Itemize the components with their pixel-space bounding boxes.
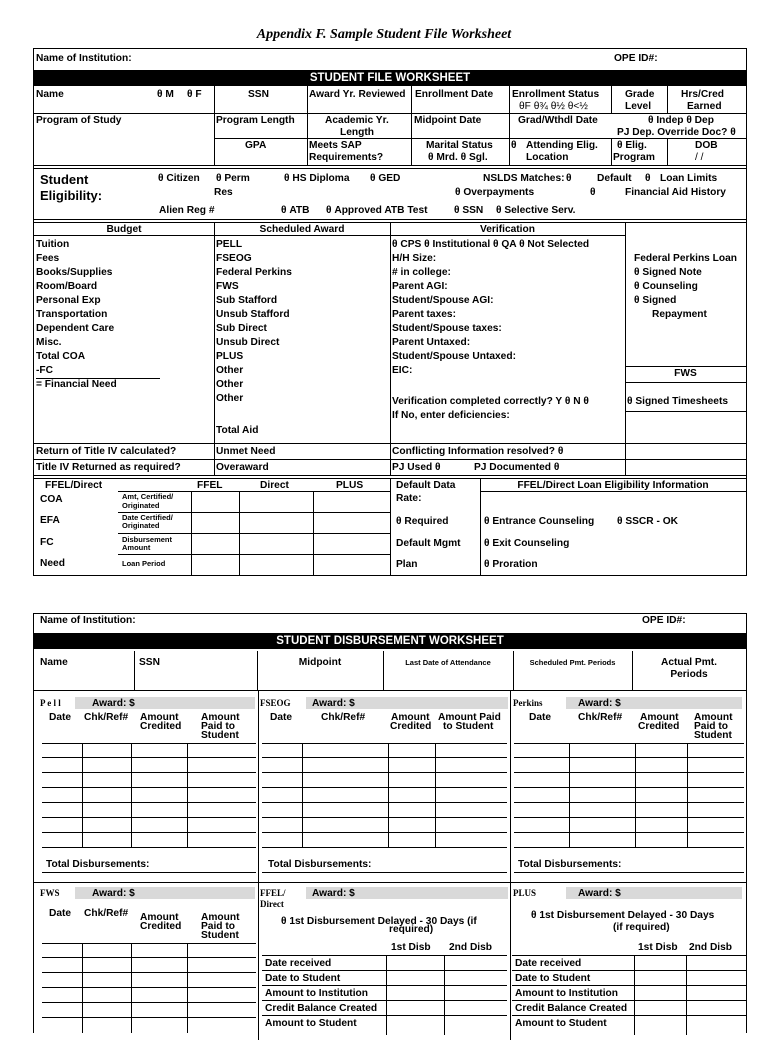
total-disbursements-label: Total Disbursements: [268, 859, 372, 870]
ffel-direct-header: FFEL/Direct [45, 480, 103, 491]
first-disb-col: 1st Disb [391, 942, 431, 953]
perkins-header: Federal Perkins Loan [633, 253, 738, 264]
verification-item: Student/Spouse AGI: [392, 295, 494, 306]
student-file-worksheet [33, 48, 747, 576]
ffel-row-label: EFA [40, 515, 60, 526]
plus-label: PLUS [513, 888, 537, 898]
required-option[interactable]: θ Required [396, 516, 449, 527]
fws-header: FWS [674, 368, 697, 379]
plus-header: PLUS [336, 480, 364, 491]
ffel-sub-label: Originated [122, 521, 160, 530]
default-data-header: Default Data [396, 480, 456, 491]
ffel-label: FFEL/ [260, 888, 286, 898]
award-item: Unsub Stafford [216, 309, 290, 320]
fseog-label: FSEOG [260, 698, 291, 708]
award-item: FSEOG [216, 253, 252, 264]
last-date-attendance-label: Last Date of Attendance [405, 658, 491, 667]
sap-label-2: Requirements? [309, 152, 384, 163]
ged-option[interactable]: θ GED [370, 173, 401, 184]
elig-program-checkbox[interactable]: θ Elig. [617, 140, 647, 151]
award-item: Other [216, 379, 244, 390]
chk-col: Chk/Ref# [321, 712, 366, 723]
disb-row-label: Date to Student [515, 973, 591, 984]
award-label: Award: $ [578, 698, 621, 709]
award-item: Sub Stafford [216, 295, 278, 306]
first-disb-col: 1st Disb [638, 942, 678, 953]
amount-col: Amount [391, 712, 430, 723]
disb-row-label: Amount to Student [265, 1018, 357, 1029]
credited-col: Credited [638, 721, 680, 732]
grade-label: Grade [625, 89, 655, 100]
scheduled-award-header: Scheduled Award [259, 224, 345, 235]
award-item: Other [216, 393, 244, 404]
marital-options[interactable]: θ Mrd. θ Sgl. [428, 152, 488, 163]
budget-item: -FC [36, 365, 53, 376]
budget-item: Personal Exp [36, 295, 101, 306]
title-iv-calculated[interactable]: Return of Title IV calculated? [36, 446, 177, 457]
enrollment-status-options[interactable]: θF θ¾ θ½ θ<½ [519, 101, 588, 112]
res-label: Res [214, 187, 233, 198]
budget-item: Dependent Care [36, 323, 115, 334]
second-disb-col: 2nd Disb [449, 942, 493, 953]
institution-label: Name of Institution: [36, 53, 132, 64]
budget-item: Tuition [36, 239, 70, 250]
enrollment-date-label: Enrollment Date [415, 89, 494, 100]
selective-service-option[interactable]: θ Selective Serv. [496, 205, 576, 216]
program-length-label: Program Length [216, 115, 295, 126]
credited-col: Credited [140, 921, 182, 932]
citizen-option[interactable]: θ Citizen [158, 173, 200, 184]
grad-date-label: Grad/Wthdl Date [518, 115, 598, 126]
entrance-counseling-option[interactable]: θ Entrance Counseling [484, 516, 595, 527]
verification-item: EIC: [392, 365, 413, 376]
page-title: Appendix F. Sample Student File Worksheet [256, 27, 512, 42]
pj-used-option[interactable]: PJ Used θ [392, 462, 441, 473]
sfw-header: STUDENT FILE WORKSHEET [34, 70, 746, 86]
disb-row-label: Date to Student [265, 973, 341, 984]
eligibility-label: Eligibility: [40, 188, 103, 203]
signed-note-option[interactable]: θ Signed Note [634, 267, 702, 278]
amount-col: Amount [140, 912, 179, 923]
ffel-row-label: COA [40, 494, 63, 505]
enrollment-status-label: Enrollment Status [512, 89, 600, 100]
amount-paid-col: Amount Paid [438, 712, 501, 723]
approved-atb-option[interactable]: θ Approved ATB Test [326, 205, 428, 216]
unmet-need-label: Unmet Need [216, 446, 276, 457]
budget-item: Total COA [36, 351, 86, 362]
amount-col: Amount [201, 712, 240, 723]
perm-option[interactable]: θ Perm [216, 173, 250, 184]
ffel-sub-label: Amount [122, 543, 151, 552]
budget-item: Room/Board [36, 281, 98, 292]
pj-dep-override[interactable]: PJ Dep. Override Doc? θ [617, 127, 736, 138]
counseling-option[interactable]: θ Counseling [634, 281, 698, 292]
repayment-label: Repayment [652, 309, 707, 320]
dob-label: DOB [695, 140, 718, 151]
attending-checkbox[interactable]: θ [511, 140, 517, 151]
dob-value: / / [695, 152, 704, 163]
budget-item: Misc. [36, 337, 62, 348]
student-disbursement-worksheet [33, 613, 747, 1033]
ffel-row-label: FC [40, 537, 54, 548]
verification-completed[interactable]: Verification completed correctly? Y θ N θ [392, 396, 589, 407]
amount-col: Amount [140, 712, 179, 723]
ssn-label: SSN [139, 657, 160, 668]
delayed-required-label: required) [389, 924, 434, 935]
verification-item: Student/Spouse taxes: [392, 323, 502, 334]
female-option[interactable]: θ F [187, 89, 202, 100]
default-label: Default [597, 173, 632, 184]
verification-header: Verification [480, 224, 535, 235]
level-label: Level [625, 101, 652, 112]
credited-col: Credited [140, 721, 182, 732]
sdw-header: STUDENT DISBURSEMENT WORKSHEET [34, 633, 746, 649]
ffel-sub-label: Loan Period [122, 559, 166, 568]
ope-label: OPE ID#: [614, 53, 658, 64]
disb-row-label: Amount to Institution [265, 988, 368, 999]
award-label: Award: $ [312, 698, 355, 709]
paid-to-col: Paid to [201, 921, 235, 932]
hours-label: Hrs/Cred [681, 89, 725, 100]
scheduled-periods-label: Scheduled Pmt. Periods [529, 658, 616, 667]
student-col: Student [694, 730, 732, 741]
default-mgmt-label: Default Mgmt [396, 538, 461, 549]
award-item: FWS [216, 281, 239, 292]
academic-year-label: Academic Yr. [325, 115, 389, 126]
budget-item: = Financial Need [36, 379, 117, 390]
budget-item: Books/Supplies [36, 267, 113, 278]
disb-row-label: Date received [265, 958, 332, 969]
earned-label: Earned [687, 101, 722, 112]
verification-item: Parent Untaxed: [392, 337, 471, 348]
award-item: Unsub Direct [216, 337, 280, 348]
award-label: Award: $ [92, 888, 135, 899]
attending-label-1: Attending Elig. [526, 140, 598, 151]
chk-col: Chk/Ref# [578, 712, 623, 723]
disb-row-label: Amount to Institution [515, 988, 618, 999]
budget-header: Budget [106, 224, 142, 235]
marital-status-label: Marital Status [426, 140, 493, 151]
award-item: PLUS [216, 351, 244, 362]
fws-label: FWS [40, 888, 60, 898]
paid-to-col: Paid to [201, 721, 235, 732]
loan-limits-checkbox[interactable]: θ [645, 173, 651, 184]
ssn-option[interactable]: θ SSN [454, 205, 484, 216]
ssn-label: SSN [248, 89, 269, 100]
award-label: Award: $ [578, 888, 621, 899]
budget-item: Transportation [36, 309, 108, 320]
date-col: Date [49, 712, 72, 723]
alien-reg-label: Alien Reg # [159, 205, 215, 216]
verification-item: # in college: [392, 267, 451, 278]
title-iv-returned[interactable]: Title IV Returned as required? [36, 462, 181, 473]
disb-row-label: Credit Balance Created [515, 1003, 628, 1014]
verification-item: Parent AGI: [392, 281, 448, 292]
direct-label: Direct [260, 899, 284, 909]
overpayments-option[interactable]: θ Overpayments [455, 187, 535, 198]
verification-item: Student/Spouse Untaxed: [392, 351, 516, 362]
loan-limits-label: Loan Limits [660, 173, 718, 184]
student-col: Student [201, 930, 239, 941]
academic-length-label: Length [340, 127, 374, 138]
disb-row-label: Amount to Student [515, 1018, 607, 1029]
ffel-sub-label: Originated [122, 501, 160, 510]
award-item: Other [216, 365, 244, 376]
award-label: Award: $ [92, 698, 135, 709]
verification-item: Parent taxes: [392, 309, 456, 320]
pell-label: P e l l [40, 698, 61, 708]
deficiencies-label: If No, enter deficiencies: [392, 410, 510, 421]
disb-row-label: Credit Balance Created [265, 1003, 378, 1014]
program-of-study-label: Program of Study [36, 115, 122, 126]
default-checkbox[interactable]: θ [566, 173, 572, 184]
ope-label: OPE ID#: [642, 615, 686, 626]
amount-col: Amount [201, 912, 240, 923]
actual-periods-label-2: Periods [670, 669, 708, 680]
male-option[interactable]: θ M [157, 89, 174, 100]
delayed-disbursement-option[interactable]: θ 1st Disbursement Delayed - 30 Days [531, 910, 715, 921]
ffel-sub-label: Amt, Certified/ [122, 492, 174, 501]
award-item: PELL [216, 239, 243, 250]
signed-timesheets-option[interactable]: θ Signed Timesheets [627, 396, 728, 407]
sscr-ok-option[interactable]: θ SSCR - OK [617, 516, 678, 527]
ffel-sub-label: Date Certified/ [122, 513, 173, 522]
loan-eligibility-header: FFEL/Direct Loan Eligibility Information [517, 480, 709, 491]
award-item: Sub Direct [216, 323, 267, 334]
elig-program-label: Program [613, 152, 655, 163]
name-label: Name [36, 89, 64, 100]
chk-col: Chk/Ref# [84, 712, 129, 723]
sap-label-1: Meets SAP [309, 140, 362, 151]
dependency-options[interactable]: θ Indep θ Dep [648, 115, 714, 126]
attending-label-2: Location [526, 152, 569, 163]
ffel-row-label: Need [40, 558, 65, 569]
disb-row-label: Date received [515, 958, 582, 969]
direct-header: Direct [260, 480, 289, 491]
plan-label: Plan [396, 559, 418, 570]
fa-history-label: Financial Aid History [625, 187, 726, 198]
amount-col: Amount [694, 712, 733, 723]
actual-periods-label: Actual Pmt. [660, 657, 718, 668]
nslds-label: NSLDS Matches: [483, 173, 565, 184]
total-disbursements-label: Total Disbursements: [46, 859, 150, 870]
to-student-col: to Student [443, 721, 494, 732]
award-item: Federal Perkins [216, 267, 292, 278]
rate-label: Rate: [396, 493, 422, 504]
student-label: Student [40, 172, 89, 187]
conflicting-info-resolved[interactable]: Conflicting Information resolved? θ [392, 446, 564, 457]
gpa-label: GPA [245, 140, 267, 151]
date-col: Date [529, 712, 552, 723]
proration-option[interactable]: θ Proration [484, 559, 538, 570]
ffel-header: FFEL [197, 480, 223, 491]
student-col: Student [201, 730, 239, 741]
atb-option[interactable]: θ ATB [281, 205, 310, 216]
paid-to-col: Paid to [694, 721, 728, 732]
chk-col: Chk/Ref# [84, 908, 129, 919]
verification-type-options[interactable]: θ CPS θ Institutional θ QA θ Not Selected [392, 239, 590, 250]
pj-documented-option[interactable]: PJ Documented θ [474, 462, 560, 473]
institution-label: Name of Institution: [40, 615, 136, 626]
perkins-label: Perkins [513, 698, 543, 708]
delayed-disbursement-option[interactable]: θ 1st Disbursement Delayed - 30 Days (if [281, 916, 477, 927]
delayed-required-label: (if required) [613, 922, 670, 933]
signed-repayment-option[interactable]: θ Signed [634, 295, 677, 306]
midpoint-label: Midpoint [298, 657, 342, 668]
ffel-sub-label: Disbursement [122, 535, 173, 544]
date-col: Date [49, 908, 72, 919]
budget-item: Fees [36, 253, 60, 264]
fa-history-checkbox[interactable]: θ [590, 187, 596, 198]
second-disb-col: 2nd Disb [689, 942, 733, 953]
exit-counseling-option[interactable]: θ Exit Counseling [484, 538, 570, 549]
hs-diploma-option[interactable]: θ HS Diploma [284, 173, 350, 184]
amount-col: Amount [640, 712, 679, 723]
overaward-label: Overaward [216, 462, 269, 473]
name-label: Name [40, 657, 68, 668]
total-disbursements-label: Total Disbursements: [518, 859, 622, 870]
verification-item: H/H Size: [392, 253, 437, 264]
total-aid-label: Total Aid [216, 425, 259, 436]
award-year-label: Award Yr. Reviewed [309, 89, 406, 100]
credited-col: Credited [390, 721, 432, 732]
award-label: Award: $ [312, 888, 355, 899]
midpoint-date-label: Midpoint Date [414, 115, 482, 126]
date-col: Date [270, 712, 293, 723]
